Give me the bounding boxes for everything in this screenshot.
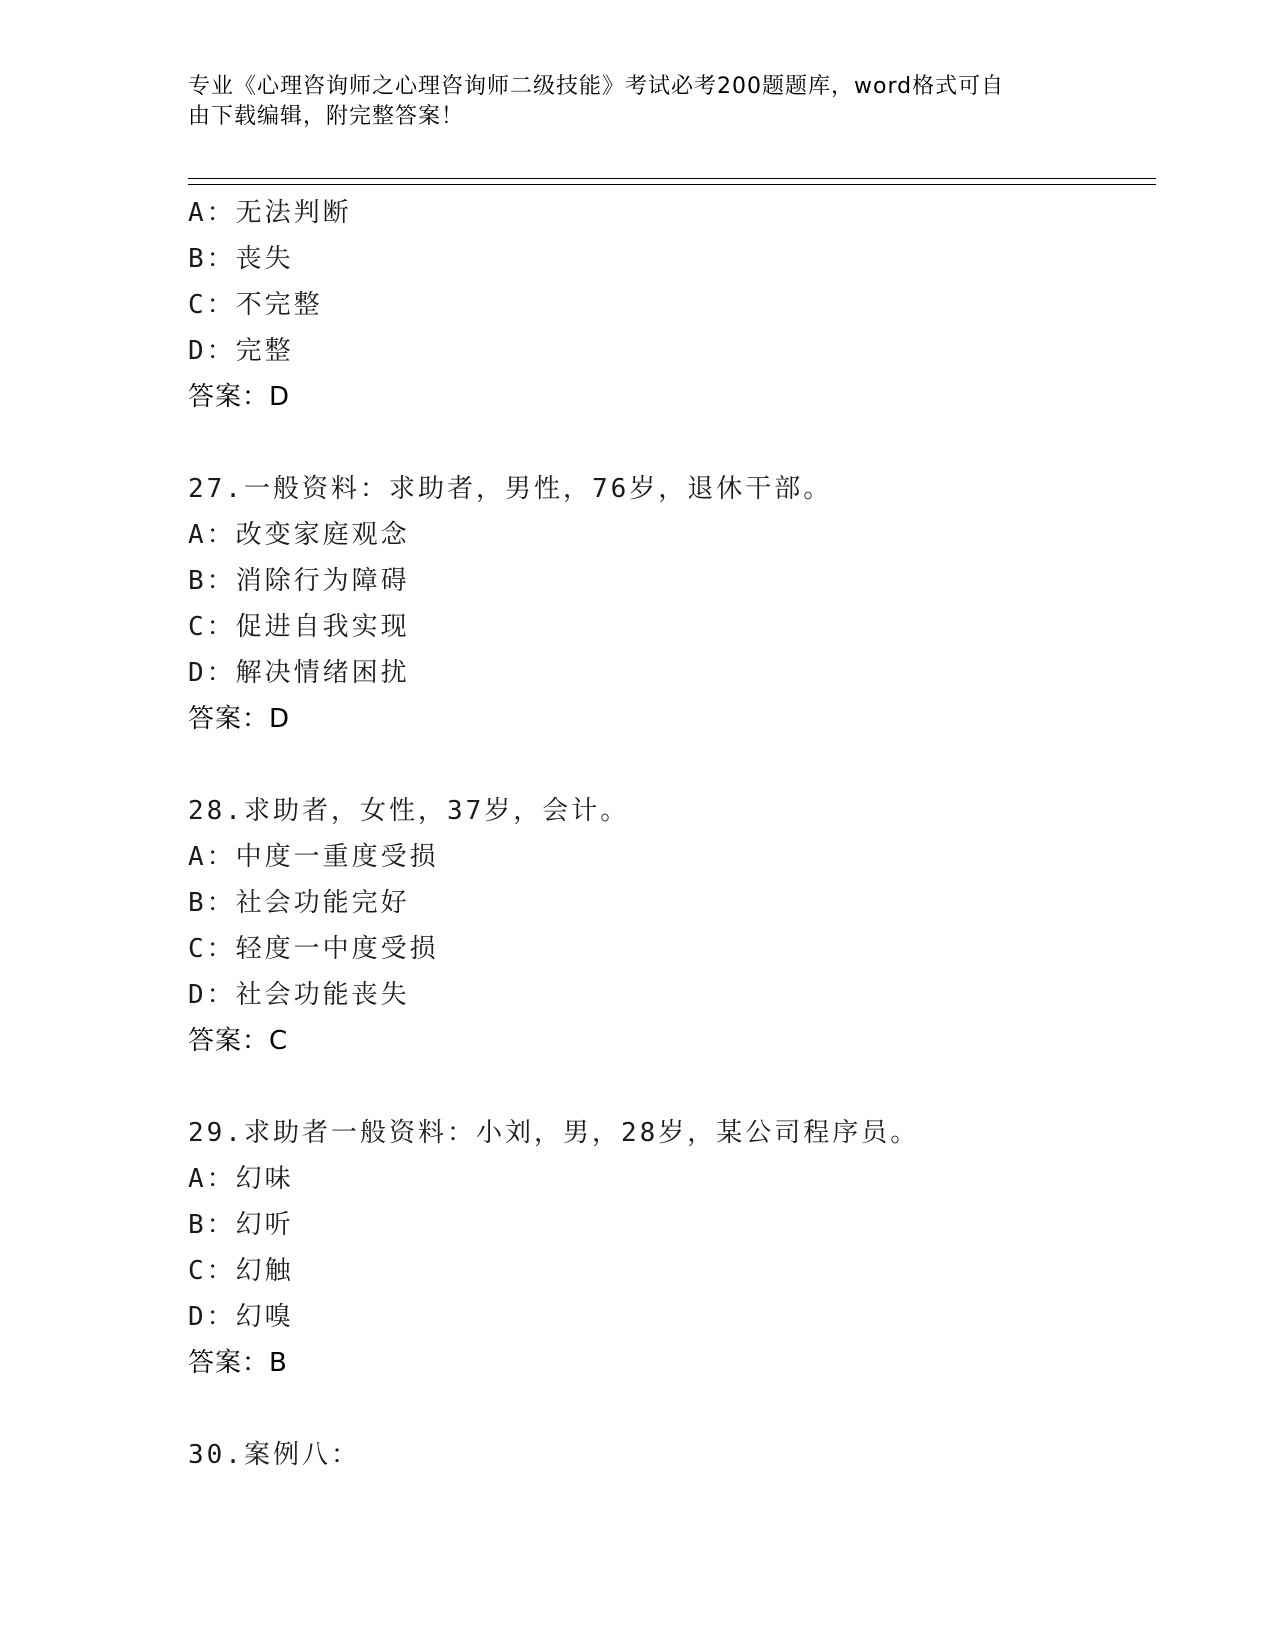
option-c: C：促进自我实现 xyxy=(188,612,410,642)
option-d: D：幻嗅 xyxy=(188,1302,294,1332)
question-29 xyxy=(188,1110,1156,1386)
question-26-tail xyxy=(188,190,1156,420)
option-a: A：中度一重度受损 xyxy=(188,842,439,872)
header-divider-bottom xyxy=(188,184,1156,185)
question-text: 30.案例八： xyxy=(188,1440,360,1470)
option-c: C：幻触 xyxy=(188,1256,294,1286)
option-a: A：改变家庭观念 xyxy=(188,520,410,550)
question-28 xyxy=(188,788,1156,1064)
question-text: 27.一般资料：求助者，男性，76岁，退休干部。 xyxy=(188,474,833,504)
header-line-2: 由下载编辑，附完整答案！ xyxy=(188,104,465,129)
question-text: 28.求助者，女性，37岁，会计。 xyxy=(188,796,630,826)
option-b: B：丧失 xyxy=(188,244,294,274)
option-b: B：消除行为障碍 xyxy=(188,566,410,596)
option-a: A：无法判断 xyxy=(188,198,352,228)
question-27 xyxy=(188,466,1156,742)
option-c: C：不完整 xyxy=(188,290,323,320)
question-30 xyxy=(188,1432,1156,1478)
option-d: D：解决情绪困扰 xyxy=(188,658,410,688)
document-header xyxy=(188,72,1068,132)
option-a: A：幻味 xyxy=(188,1164,294,1194)
option-d: D：社会功能丧失 xyxy=(188,980,410,1010)
answer: 答案：B xyxy=(188,1348,288,1378)
question-text: 29.求助者一般资料：小刘，男，28岁，某公司程序员。 xyxy=(188,1118,920,1148)
option-c: C：轻度一中度受损 xyxy=(188,934,439,964)
option-b: B：幻听 xyxy=(188,1210,294,1240)
option-b: B：社会功能完好 xyxy=(188,888,410,918)
option-d: D：完整 xyxy=(188,336,294,366)
question-list xyxy=(188,190,1156,1478)
answer: 答案：D xyxy=(188,704,291,734)
answer: 答案：D xyxy=(188,382,291,412)
header-line-1: 专业《心理咨询师之心理咨询师二级技能》考试必考200题题库，word格式可自 xyxy=(188,74,1005,99)
header-divider-top xyxy=(188,178,1156,179)
answer: 答案：C xyxy=(188,1026,289,1056)
